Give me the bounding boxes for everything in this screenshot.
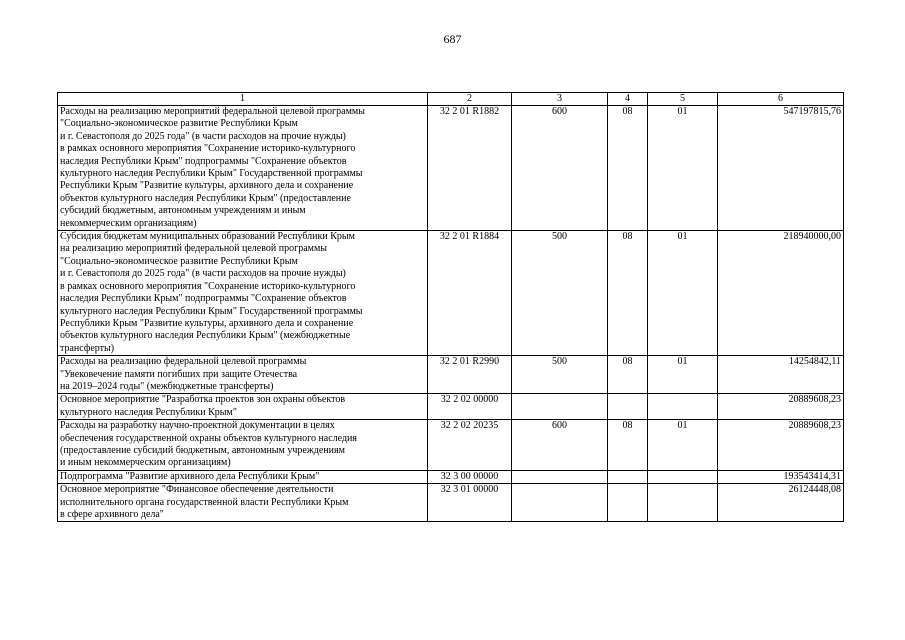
column-header: 5 [648,93,718,106]
budget-table [57,92,844,522]
expense-type-code: 500 [512,356,608,394]
header-row [58,93,844,106]
subsection-code [648,394,718,420]
section-code [608,394,648,420]
target-article-code: 32 2 01 R1882 [428,106,512,231]
subsection-code: 01 [648,231,718,356]
amount: 547197815,76 [718,106,844,231]
expense-type-code: 500 [512,231,608,356]
target-article-code: 32 3 01 00000 [428,484,512,522]
column-header: 2 [428,93,512,106]
subsection-code [648,470,718,483]
expense-name: Расходы на разработку научно-проектной документации в целях обеспечения государственной охраны объектов культурного наследия (предоставление субсидий бюджетным, автономным учреждениям и иным некоммерческим организациям) [58,420,428,471]
section-code: 08 [608,106,648,231]
expense-name: Основное мероприятие "Разработка проектов зон охраны объектов культурного наследия Республики Крым" [58,394,428,420]
amount: 14254842,11 [718,356,844,394]
column-header: 4 [608,93,648,106]
expense-name: Основное мероприятие "Финансовое обеспечение деятельности исполнительного органа государственной власти Республики Крым в сфере архивного дела" [58,484,428,522]
expense-type-code: 600 [512,106,608,231]
amount: 20889608,23 [718,394,844,420]
expense-type-code [512,470,608,483]
amount: 218940000,00 [718,231,844,356]
column-header: 6 [718,93,844,106]
table-row [58,470,844,483]
target-article-code: 32 2 02 00000 [428,394,512,420]
section-code [608,470,648,483]
target-article-code: 32 2 02 20235 [428,420,512,471]
amount: 193543414,31 [718,470,844,483]
section-code: 08 [608,356,648,394]
section-code: 08 [608,231,648,356]
target-article-code: 32 2 01 R1884 [428,231,512,356]
section-code [608,484,648,522]
section-code: 08 [608,420,648,471]
expense-name: Расходы на реализацию федеральной целевой программы "Увековечение памяти погибших при защите Отечества на 2019–2024 годы" (межбюджетные трансферты) [58,356,428,394]
expense-type-code: 600 [512,420,608,471]
table-row [58,356,844,394]
amount: 20889608,23 [718,420,844,471]
expense-type-code [512,484,608,522]
subsection-code: 01 [648,356,718,394]
expense-name: Расходы на реализацию мероприятий федеральной целевой программы "Социально-экономическое развитие Республики Крым и г. Севастополя до 2025 года" (в части расходов на прочие нужды) в рамках основного мероприятия "Сохранение историко-культурного наследия Республики Крым" подпрограммы "Сохранение объектов культурного наследия Республики Крым" Государственной программы Республики Крым "Развитие культуры, архивного дела и сохранение объектов культурного наследия Республики Крым" (предоставление субсидий бюджетным, автономным учреждениям и иным некоммерческим организациям) [58,106,428,231]
target-article-code: 32 2 01 R2990 [428,356,512,394]
table-row [58,420,844,471]
subsection-code [648,484,718,522]
table-row [58,394,844,420]
subsection-code: 01 [648,420,718,471]
amount: 26124448,08 [718,484,844,522]
table-row [58,231,844,356]
expense-name: Подпрограмма "Развитие архивного дела Республики Крым" [58,470,428,483]
target-article-code: 32 3 00 00000 [428,470,512,483]
expense-type-code [512,394,608,420]
table-row [58,484,844,522]
column-header: 3 [512,93,608,106]
subsection-code: 01 [648,106,718,231]
expense-name: Субсидия бюджетам муниципальных образований Республики Крым на реализацию мероприятий федеральной целевой программы "Социально-экономическое развитие Республики Крым и г. Севастополя до 2025 года" (в части расходов на прочие нужды) в рамках основного мероприятия "Сохранение историко-культурного наследия Республики Крым" подпрограммы "Сохранение объектов культурного наследия Республики Крым" Государственной программы Республики Крым "Развитие культуры, архивного дела и сохранение объектов культурного наследия Республики Крым" (межбюджетные трансферты) [58,231,428,356]
table-row [58,106,844,231]
column-header: 1 [58,93,428,106]
page-number: 687 [443,32,462,46]
